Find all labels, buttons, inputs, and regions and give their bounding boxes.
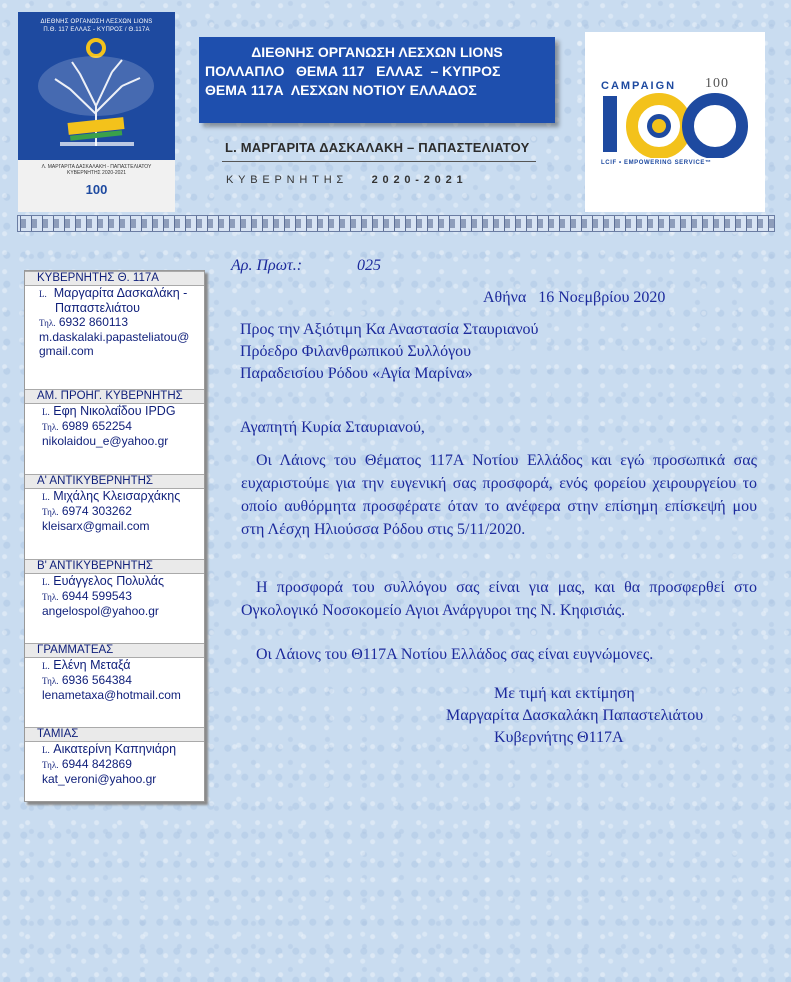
phone-label: Τηλ. xyxy=(42,760,59,770)
campaign-100-logo xyxy=(585,32,765,212)
governor-title-label: ΚΥΒΕΡΝΗΤΗΣ xyxy=(226,174,349,186)
section-heading: ΓΡΑΜΜΑΤΕΑΣ xyxy=(25,643,204,658)
recipient-line-3: Παραδεισίου Ρόδου «Αγία Μαρίνα» xyxy=(240,365,473,382)
phone-label: Τηλ. xyxy=(42,676,59,686)
officer-email[interactable]: angelospol@yahoo.gr xyxy=(42,604,159,618)
sidebar-section-second-vice xyxy=(25,559,204,618)
letter-date: Αθήνα 16 Νοεμβρίου 2020 xyxy=(483,289,666,306)
phone-label: Τηλ. xyxy=(42,422,59,432)
officer-name-cont: Παπαστελιάτου xyxy=(55,301,140,315)
section-heading: ΤΑΜΙΑΣ xyxy=(25,727,204,742)
sidebar-section-governor xyxy=(25,271,204,358)
paragraph-3: Οι Λάιονς του Θ117Α Νοτίου Ελλάδος σας είναι ευγνώμονες. xyxy=(256,646,654,663)
section-heading: Β' ΑΝΤΙΚΥΒΕΡΝΗΤΗΣ xyxy=(25,559,204,574)
poster-campaign-number: 100 xyxy=(85,182,108,197)
officer-email[interactable]: kat_veroni@yahoo.gr xyxy=(42,772,157,786)
reference-number: 025 xyxy=(357,257,381,274)
officer-phone xyxy=(25,673,204,688)
officer-phone xyxy=(25,315,204,330)
officer-phone xyxy=(25,757,204,772)
lion-prefix: L. xyxy=(39,289,47,299)
officer-name-text: Μιχάλης Κλεισαρχάκης xyxy=(53,489,181,503)
officer-phone xyxy=(25,504,204,519)
sidebar-section-treasurer xyxy=(25,727,204,786)
closing-line: Με τιμή και εκτίμηση xyxy=(494,685,635,702)
campaign-100-mark xyxy=(599,92,749,158)
recipient-line-1: Προς την Αξιότιμη Κα Αναστασία Σταυριανού xyxy=(240,321,539,338)
recipient-line-2: Πρόεδρο Φιλανθρωπικού Συλλόγου xyxy=(240,343,472,360)
campaign-tagline: LCIF • EMPOWERING SERVICE™ xyxy=(601,160,712,166)
phone-number: 6944 599543 xyxy=(61,589,132,603)
lion-prefix: L. xyxy=(42,661,50,671)
poster-title xyxy=(18,18,175,34)
signatory-title: Κυβερνήτης Θ117Α xyxy=(494,729,624,746)
phone-label: Τηλ. xyxy=(42,592,59,602)
organization-banner xyxy=(199,37,555,123)
officer-email[interactable]: m.daskalaki.papasteliatou@ xyxy=(39,330,190,344)
phone-label: Τηλ. xyxy=(39,318,56,328)
section-heading: Α' ΑΝΤΙΚΥΒΕΡΝΗΤΗΣ xyxy=(25,474,204,489)
officer-name-text: Ελένη Μεταξά xyxy=(53,658,131,672)
header-rule xyxy=(222,161,536,162)
officer-name xyxy=(25,286,204,301)
sidebar-section-first-vice xyxy=(25,474,204,533)
lion-prefix: L. xyxy=(42,492,50,502)
governor-years: 2020-2021 xyxy=(371,174,468,186)
banner-line-2: ΠΟΛΛΑΠΛΟ ΘΕΜΑ 117 ΕΛΛΑΣ – ΚΥΠΡΟΣ xyxy=(205,63,501,79)
poster-footer xyxy=(18,160,175,212)
poster-footer-name: Λ. ΜΑΡΓΑΡΙΤΑ ΔΑΣΚΑΛΑΚΗ - ΠΑΠΑΣΤΕΛΙΑΤΟΥ xyxy=(41,164,152,170)
salutation: Αγαπητή Κυρία Σταυριανού, xyxy=(240,419,425,436)
paragraph-2: Η προσφορά του συλλόγου σας είναι για μας, και θα προσφερθεί στο Ογκολογικό Νοσοκομείο Αγιοι Ανάργυροι της Ν. Κηφισιάς. xyxy=(241,579,757,619)
governor-name: L. ΜΑΡΓΑΡΙΤΑ ΔΑΣΚΑΛΑΚΗ – ΠΑΠΑΣΤΕΛΙΑΤΟΥ xyxy=(225,140,530,155)
poster-title-line-1: ΔΙΕΘΝΗΣ ΟΡΓΑΝΩΣΗ ΛΕΣΧΩΝ LIONS xyxy=(40,19,153,25)
banner-line-1: ΔΙΕΘΝΗΣ ΟΡΓΑΝΩΣΗ ΛΕΣΧΩΝ LIONS xyxy=(251,44,503,60)
campaign-label: CAMPAIGN xyxy=(601,80,677,92)
officer-email[interactable]: nikolaidou_e@yahoo.gr xyxy=(42,434,169,448)
sidebar-section-secretary xyxy=(25,643,204,702)
officer-email[interactable]: kleisarx@gmail.com xyxy=(42,519,150,533)
officer-name-text: Αικατερίνη Καπηνιάρη xyxy=(53,742,177,756)
officer-email[interactable]: lenametaxa@hotmail.com xyxy=(42,688,181,702)
phone-label: Τηλ. xyxy=(42,507,59,517)
phone-number: 6974 303262 xyxy=(61,504,132,518)
officer-name xyxy=(25,489,204,504)
section-heading: ΚΥΒΕΡΝΗΤΗΣ Θ. 117Α xyxy=(25,271,204,286)
district-poster xyxy=(18,12,175,212)
poster-footer-title: ΚΥΒΕΡΝΗΤΗΣ 2020-2021 xyxy=(67,170,126,176)
phone-number: 6989 652254 xyxy=(61,419,132,433)
signatory-name: Μαργαρίτα Δασκαλάκη Παπαστελιάτου xyxy=(446,707,704,724)
campaign-small-number: 100 xyxy=(705,76,729,91)
officer-name xyxy=(25,574,204,589)
officer-name xyxy=(25,742,204,757)
governor-title xyxy=(226,174,536,186)
phone-number: 6936 564384 xyxy=(61,673,132,687)
reference-label: Αρ. Πρωτ.: xyxy=(231,257,303,274)
lion-prefix: L. xyxy=(42,745,50,755)
tree-illustration xyxy=(30,34,163,154)
sidebar-section-past-governor xyxy=(25,389,204,448)
officer-name-text: Εφη Νικολαΐδου IPDG xyxy=(53,404,176,418)
officer-phone xyxy=(25,589,204,604)
officers-sidebar xyxy=(24,270,205,802)
officer-email-cont[interactable]: gmail.com xyxy=(39,344,94,358)
officer-name xyxy=(25,404,204,419)
paragraph-1: Οι Λάιονς του Θέματος 117Α Νοτίου Ελλάδος και εγώ προσωπικά σας ευχαριστούμε για την ευγενική σας προσφορά, ενός φορείου χειρουργείου το οποίο αυθόρμητα προσφέρατε όταν το ανέφερα στην επίσημη επίσκεψή μου στη Λέσχη Ηλιούσσα Ρόδου στις 5/11/2020. xyxy=(241,452,757,538)
section-heading: ΑΜ. ΠΡΟΗΓ. ΚΥΒΕΡΝΗΤΗΣ xyxy=(25,389,204,404)
officer-phone xyxy=(25,419,204,434)
officer-name-text: Ευάγγελος Πολυλάς xyxy=(53,574,165,588)
officer-name xyxy=(25,658,204,673)
officer-name-text: Μαργαρίτα Δασκαλάκη - xyxy=(53,286,188,300)
phone-number: 6932 860113 xyxy=(58,315,129,329)
poster-title-line-2: Π.Θ. 117 ΕΛΛΑΣ - ΚΥΠΡΟΣ / Θ.117Α xyxy=(43,27,150,33)
greek-key-divider xyxy=(17,215,775,232)
phone-number: 6944 842869 xyxy=(61,757,132,771)
lion-prefix: L. xyxy=(42,577,50,587)
banner-line-3: ΘΕΜΑ 117Α ΛΕΣΧΩΝ ΝΟΤΙΟΥ ΕΛΛΑΔΟΣ xyxy=(205,82,477,98)
lion-prefix: L. xyxy=(42,407,50,417)
